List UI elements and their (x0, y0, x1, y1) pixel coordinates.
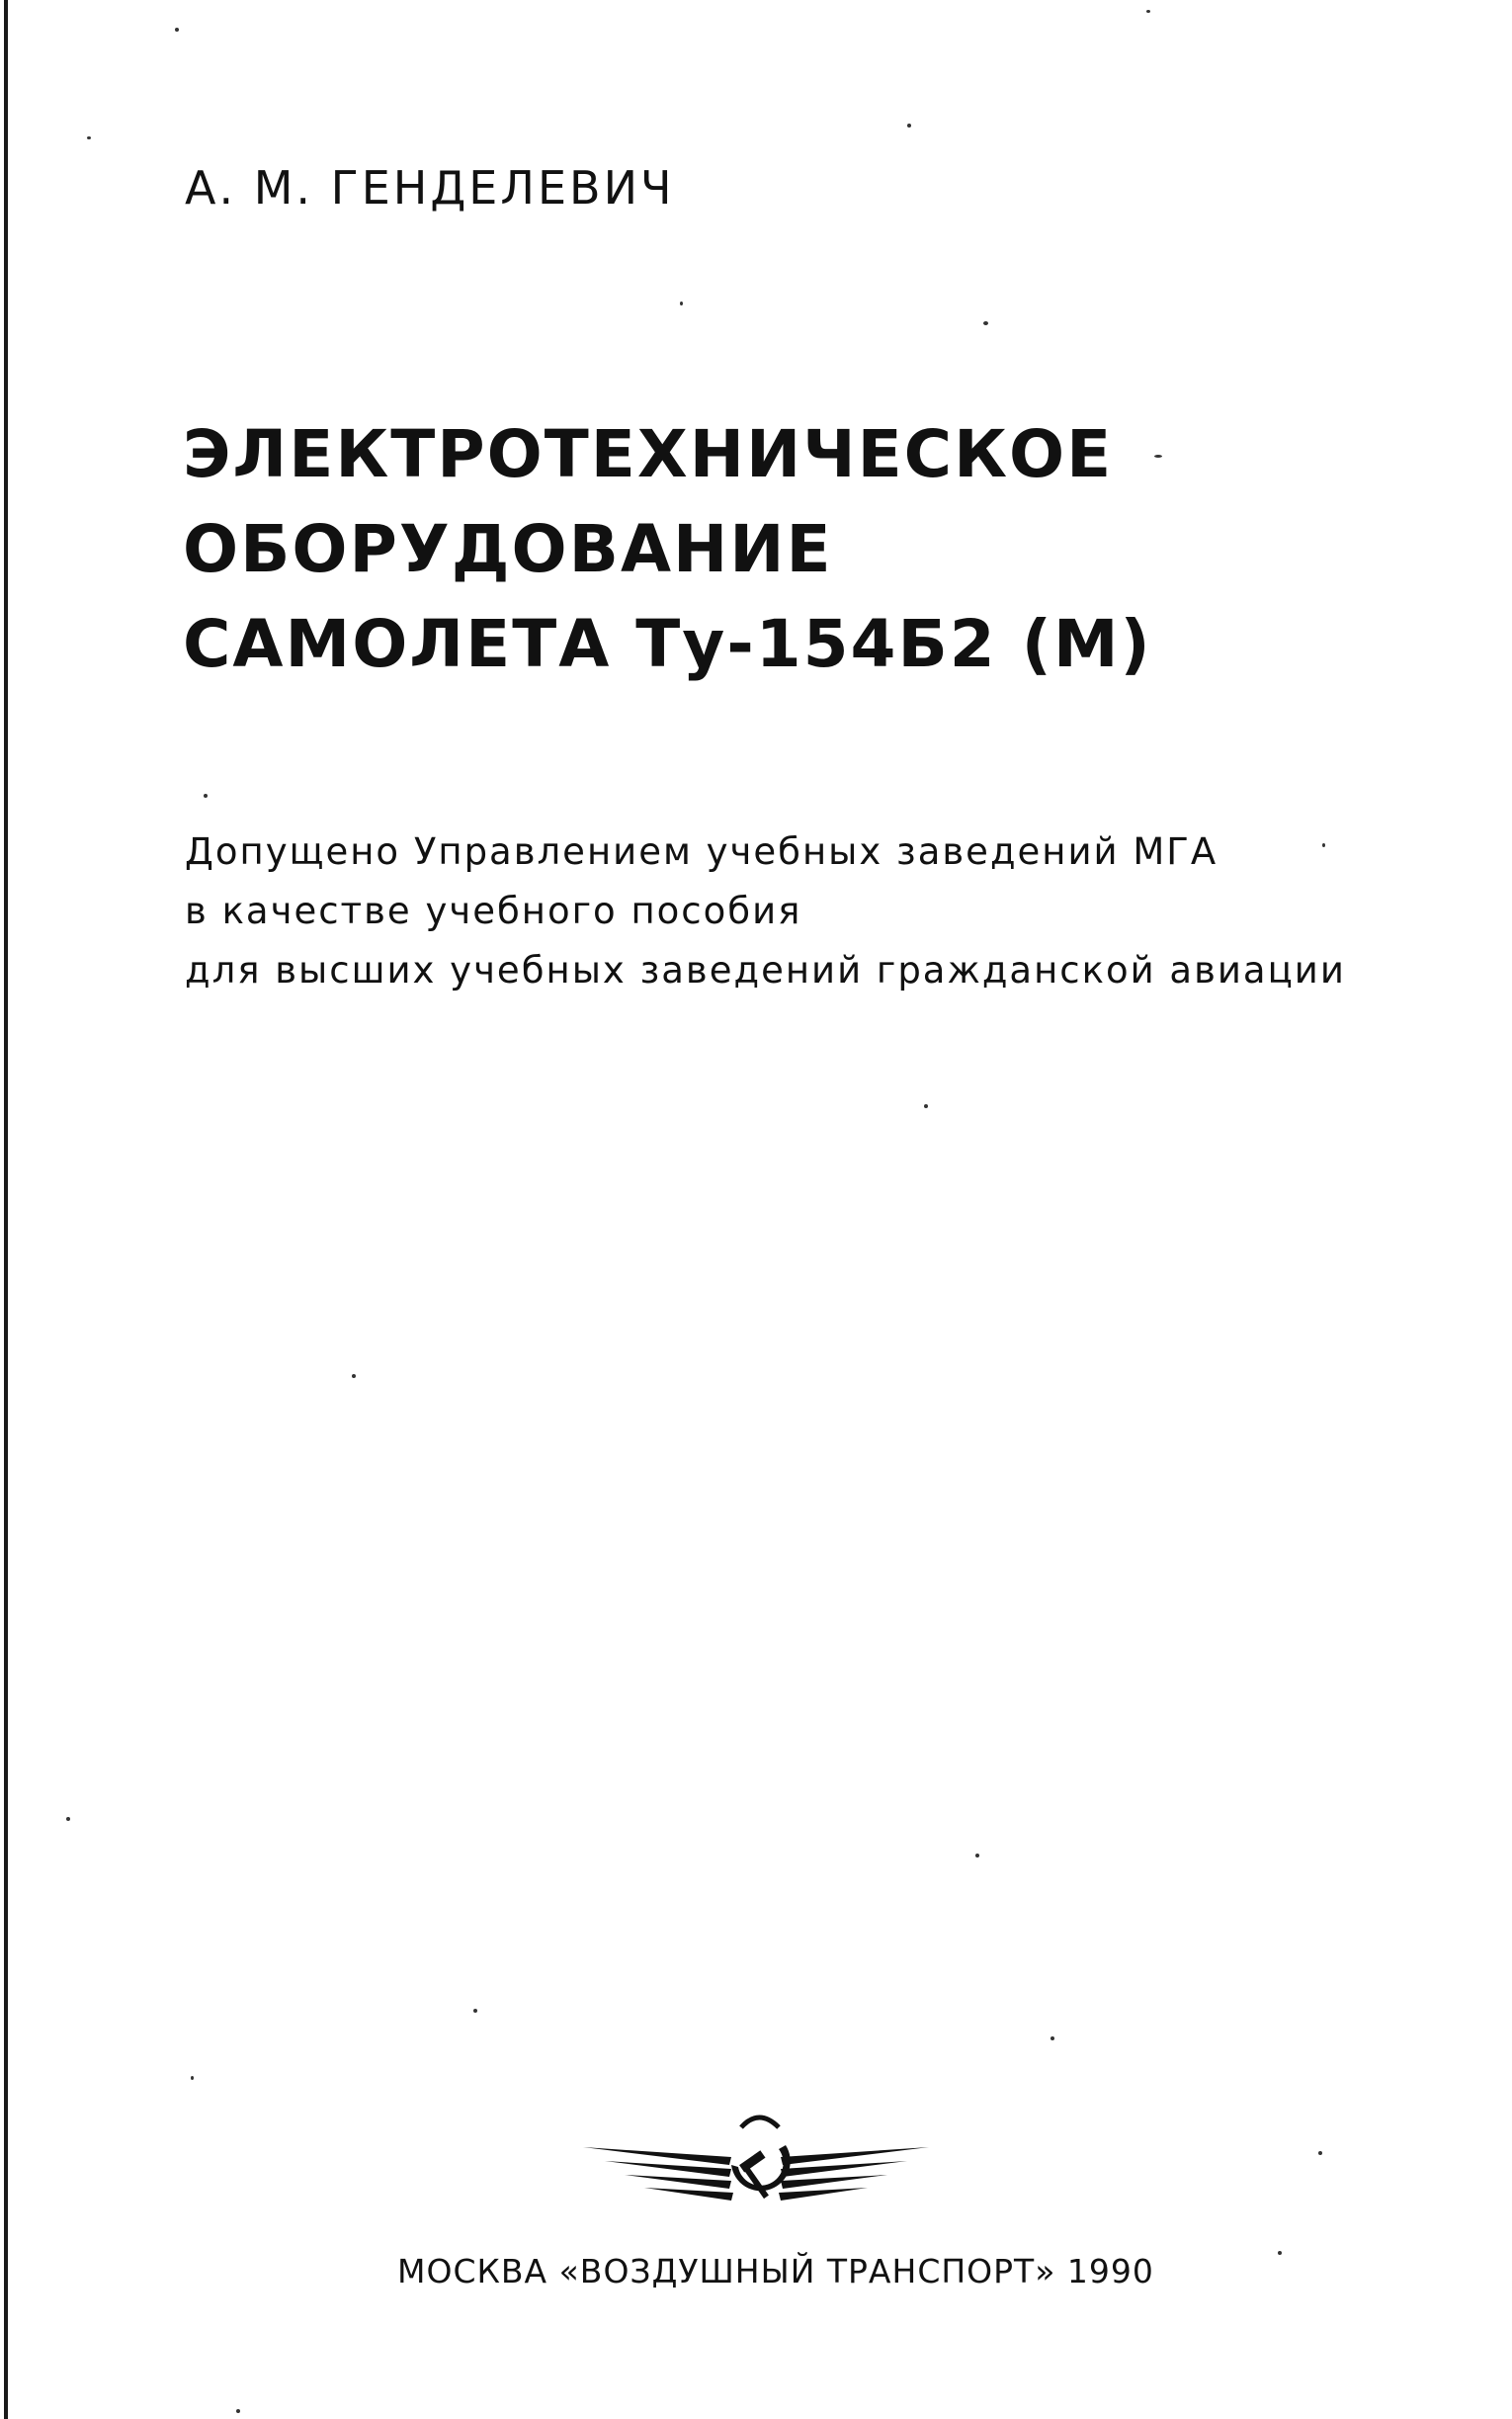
scan-speck (175, 28, 179, 32)
approval-statement (185, 822, 1346, 1000)
scan-speck (1146, 10, 1150, 13)
book-title-line: ЭЛЕКТРОТЕХНИЧЕСКОЕ (183, 416, 1114, 492)
approval-line: для высших учебных заведений гражданской авиации (185, 949, 1346, 992)
scan-speck (1278, 2251, 1282, 2255)
scan-speck (680, 302, 683, 305)
scan-speck (924, 1104, 928, 1108)
scan-speck (236, 2409, 240, 2413)
scan-speck (473, 2009, 477, 2013)
scan-speck (191, 2076, 194, 2080)
book-title-line: ОБОРУДОВАНИЕ (183, 511, 833, 587)
scan-speck (1154, 455, 1162, 458)
author-name: А. М. ГЕНДЕЛЕВИЧ (185, 161, 675, 215)
scan-speck (352, 1374, 356, 1378)
scan-speck (983, 321, 988, 325)
scan-speck (907, 124, 911, 128)
aeroflot-emblem-icon (583, 2106, 929, 2234)
scan-speck (975, 1854, 979, 1857)
scan-speck (66, 1817, 70, 1821)
approval-line: в качестве учебного пособия (185, 890, 802, 932)
book-title (183, 407, 1152, 692)
publisher-imprint: МОСКВА «ВОЗДУШНЫЙ ТРАНСПОРТ» 1990 (397, 2252, 1154, 2290)
scan-speck (204, 794, 208, 798)
scan-speck (87, 136, 91, 139)
scan-speck (1050, 2036, 1054, 2040)
book-title-line: САМОЛЕТА Ту-154Б2 (М) (183, 606, 1152, 682)
approval-line: Допущено Управлением учебных заведений МГА (185, 830, 1218, 873)
scan-speck (1318, 2151, 1322, 2155)
scan-edge-line (4, 0, 8, 2419)
